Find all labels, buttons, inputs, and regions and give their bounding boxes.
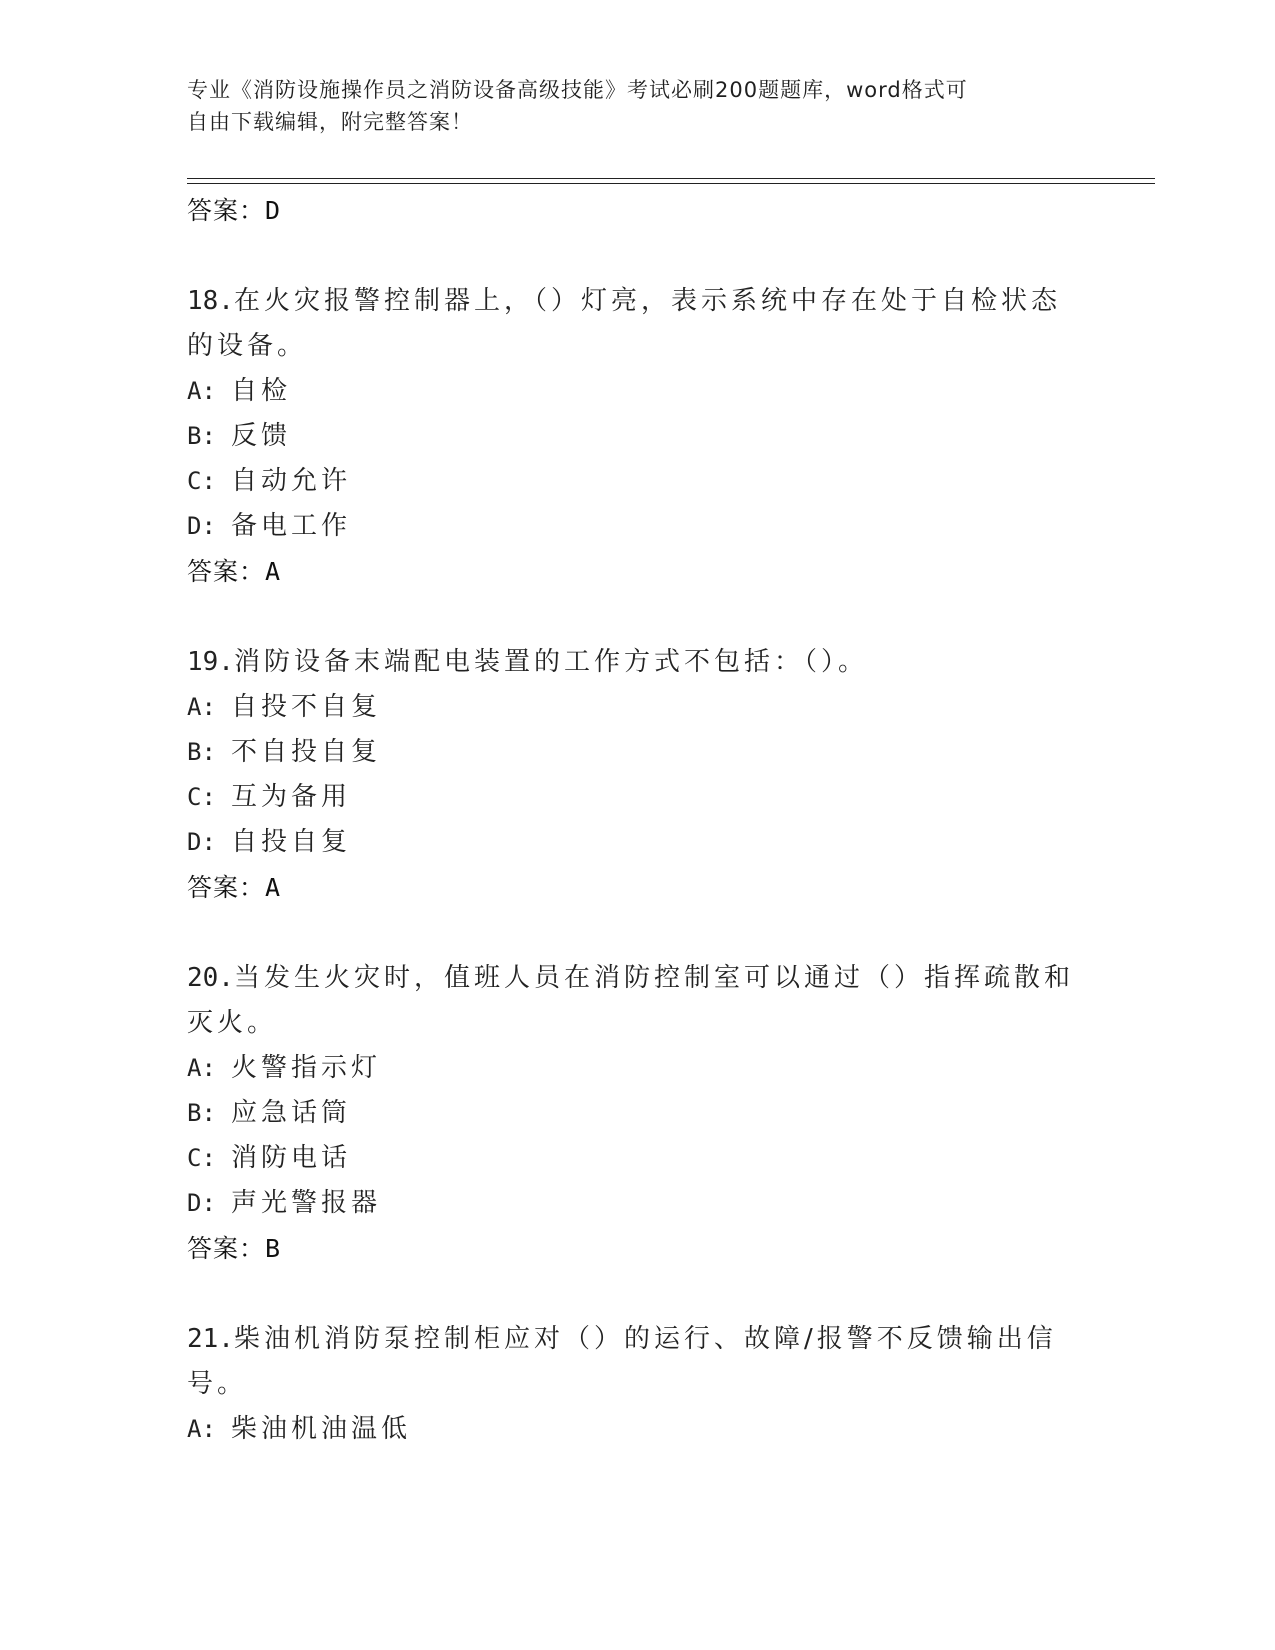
option-key: A: xyxy=(187,1415,216,1443)
answer-line xyxy=(187,1226,1087,1271)
option-key: B: xyxy=(187,738,216,766)
question-number: 19. xyxy=(187,647,234,677)
option-key: B: xyxy=(187,422,216,450)
option-key: A: xyxy=(187,377,216,405)
header-divider-bottom xyxy=(187,183,1155,184)
answer-label: 答案： xyxy=(187,873,266,902)
question-number: 21. xyxy=(187,1324,234,1354)
option-text: 自检 xyxy=(231,376,292,406)
option-item xyxy=(187,1407,1087,1452)
option-text: 火警指示灯 xyxy=(231,1053,382,1083)
answer-line xyxy=(187,188,1087,233)
answer-line xyxy=(187,549,1087,594)
option-text: 反馈 xyxy=(231,421,292,451)
header-line-2: 自由下载编辑，附完整答案！ xyxy=(187,110,473,134)
option-key: C: xyxy=(187,467,216,495)
answer-value: A xyxy=(265,873,282,902)
option-text: 自投自复 xyxy=(231,827,352,857)
answer-label: 答案： xyxy=(187,1234,266,1263)
question-text: 柴油机消防泵控制柜应对（）的运行、故障/报警不反馈输出信号。 xyxy=(187,1324,1057,1399)
answer-line xyxy=(187,865,1087,910)
question-number: 20. xyxy=(187,963,234,993)
answer-label: 答案： xyxy=(187,557,266,586)
question-text: 消防设备末端配电装置的工作方式不包括：（）。 xyxy=(233,647,868,677)
option-item xyxy=(187,730,1087,775)
option-text: 消防电话 xyxy=(231,1143,352,1173)
option-text: 互为备用 xyxy=(231,782,352,812)
question-number: 18. xyxy=(187,286,234,316)
question-stem xyxy=(187,640,1087,685)
answer-value: B xyxy=(265,1234,282,1263)
question-list xyxy=(187,188,1087,1452)
question-text: 当发生火灾时，值班人员在消防控制室可以通过（）指挥疏散和灭火。 xyxy=(187,963,1074,1038)
option-text: 不自投自复 xyxy=(231,737,382,767)
option-item xyxy=(187,504,1087,549)
option-item xyxy=(187,1091,1087,1136)
option-text: 自动允许 xyxy=(231,466,352,496)
document-header xyxy=(187,74,1067,138)
option-item xyxy=(187,820,1087,865)
question-stem xyxy=(187,1317,1087,1407)
option-text: 备电工作 xyxy=(231,511,352,541)
option-text: 柴油机油温低 xyxy=(231,1414,412,1444)
option-key: C: xyxy=(187,783,216,811)
option-item xyxy=(187,1046,1087,1091)
option-key: A: xyxy=(187,693,216,721)
option-item xyxy=(187,1181,1087,1226)
option-key: A: xyxy=(187,1054,216,1082)
option-key: B: xyxy=(187,1099,216,1127)
answer-label: 答案： xyxy=(187,196,266,225)
option-key: D: xyxy=(187,512,216,540)
option-item xyxy=(187,369,1087,414)
answer-value: A xyxy=(265,557,282,586)
option-item xyxy=(187,775,1087,820)
option-text: 自投不自复 xyxy=(231,692,382,722)
option-key: C: xyxy=(187,1144,216,1172)
answer-value: D xyxy=(265,196,282,225)
option-key: D: xyxy=(187,1189,216,1217)
question-stem xyxy=(187,279,1087,369)
option-item xyxy=(187,1136,1087,1181)
option-item xyxy=(187,414,1087,459)
option-text: 应急话筒 xyxy=(231,1098,352,1128)
option-item xyxy=(187,459,1087,504)
header-divider-top xyxy=(187,178,1155,179)
header-line-1: 专业《消防设施操作员之消防设备高级技能》考试必刷200题题库，word格式可 xyxy=(187,78,968,102)
option-key: D: xyxy=(187,828,216,856)
option-text: 声光警报器 xyxy=(231,1188,382,1218)
question-text: 在火灾报警控制器上，（）灯亮，表示系统中存在处于自检状态的设备。 xyxy=(187,286,1061,361)
option-item xyxy=(187,685,1087,730)
question-stem xyxy=(187,956,1087,1046)
